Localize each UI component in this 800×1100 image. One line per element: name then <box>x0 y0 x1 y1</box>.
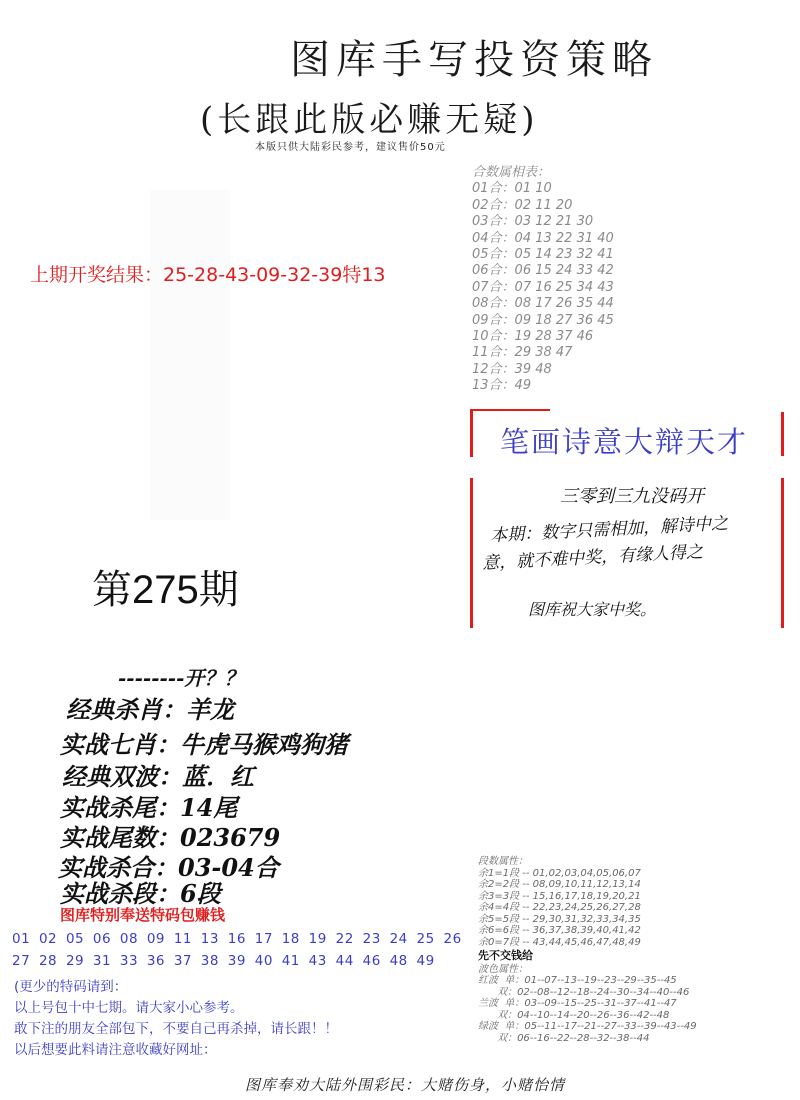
poem-border-left-lower <box>470 478 473 628</box>
poem-line-3: 意，就不难中奖，有缘人得之 <box>481 542 704 574</box>
poem-border-top <box>470 409 550 411</box>
poem-border-right-upper <box>781 412 784 456</box>
prediction-label: 实战七肖： <box>60 730 180 759</box>
segment-row: 余5=5段 -- 29,30,31,32,33,34,35 <box>478 913 641 925</box>
prediction-label: 实战杀段： <box>60 879 180 908</box>
prediction-value: 牛虎马猴鸡狗猪 <box>180 730 348 759</box>
sum-table-row: 05合：05 14 23 32 41 <box>472 247 614 263</box>
prediction-label: 经典双波： <box>62 762 182 791</box>
gift-note-1: (更少的特码请到： <box>14 979 128 995</box>
segment-row: 余2=2段 -- 08,09,10,11,12,13,14 <box>478 879 641 890</box>
sum-table-row: 13合：49 <box>472 378 532 394</box>
prediction-value: 6段 <box>180 879 221 908</box>
sum-table-row: 09合：09 18 27 36 45 <box>472 312 614 328</box>
prediction-value: 羊龙 <box>186 695 234 724</box>
gift-title: 图库特别奉送特码包赚钱 <box>60 906 226 924</box>
prediction-label: 实战杀尾： <box>60 793 180 822</box>
segment-row: 余1=1段 -- 01,02,03,04,05,06,07 <box>478 867 641 879</box>
sum-table-row: 08合：08 17 26 35 44 <box>472 296 614 312</box>
poem-title: 笔画诗意大辩天才 <box>500 425 749 459</box>
sum-table-row: 01合：01 10 <box>472 181 552 197</box>
poem-border-left-upper <box>470 409 473 457</box>
sum-table-row: 10合：19 28 37 46 <box>472 329 594 345</box>
wave-row: 绿波 单：05--11--17--21--27--33--39--43--49 <box>478 1021 697 1032</box>
poem-border-right-lower <box>781 478 784 628</box>
prediction-row <box>62 757 254 792</box>
wave-row: 双：02--08--12--18--24--30--34--40--46 <box>478 986 690 998</box>
poem-line-1: 三零到三九没码开 <box>560 486 704 507</box>
sum-table-row: 12合：39 48 <box>472 361 552 377</box>
wave-heading: 波色属性： <box>478 963 528 975</box>
prediction-value: 14尾 <box>180 793 238 822</box>
sum-table-row: 04合：04 13 22 31 40 <box>472 230 614 246</box>
prediction-label: 实战杀合： <box>58 853 178 882</box>
gift-numbers-line-1: 01 02 05 06 08 09 11 13 16 17 18 19 22 23 24 25 26 <box>12 931 462 947</box>
last-draw-result: 上期开奖结果：25-28-43-09-32-39特13 <box>30 264 386 286</box>
page-subtitle: (长跟此版必赚无疑) <box>200 100 539 140</box>
sum-table-row: 11合：29 38 47 <box>472 345 573 361</box>
period-number: 第275期 <box>92 568 239 612</box>
prediction-label: 经典杀肖： <box>66 695 186 724</box>
wave-row: 双：04--10--14--20--26--36--42--48 <box>478 1009 670 1021</box>
sum-table-row: 06合：06 15 24 33 42 <box>472 263 614 279</box>
price-note: 本版只供大陆彩民参考，建议售价50元 <box>255 142 446 153</box>
sum-table-row: 07合：07 16 25 34 43 <box>472 279 614 295</box>
wave-row: 双：06--16--22--28--32--38--44 <box>478 1032 650 1044</box>
prediction-row <box>66 690 234 725</box>
page-title: 图库手写投资策略 <box>290 37 658 83</box>
poem-line-2: 本期：数字只需相加，解诗中之 <box>489 513 729 547</box>
sum-table-row: 02合：02 11 20 <box>472 197 573 213</box>
segment-row: 余0=7段 -- 43,44,45,46,47,48,49 <box>478 936 641 948</box>
prediction-label: 实战尾数： <box>60 823 180 852</box>
prediction-row <box>60 725 348 760</box>
gift-note-4: 以后想要此料请注意收藏好网址： <box>14 1042 217 1058</box>
footer-advice: 图库奉劝大陆外围彩民：大赌伤身，小赌怡情 <box>245 1076 566 1094</box>
attr-heading: 段数属性： <box>478 856 528 867</box>
prediction-value: 蓝．红 <box>182 762 254 791</box>
prediction-value: 03-04合 <box>178 853 279 882</box>
gift-note-2: 以上号包十中七期。请大家小心参考。 <box>14 1000 244 1016</box>
gift-numbers-line-2: 27 28 29 31 33 36 37 38 39 40 41 43 44 46 48 49 <box>12 953 435 969</box>
sum-attribute-table <box>472 165 614 395</box>
gift-note-3: 敢下注的朋友全部包下，不要自己再杀掉，请长跟！！ <box>14 1021 338 1037</box>
attr-bold-line: 先不交钱给 <box>478 949 533 962</box>
segment-attribute-table <box>478 856 697 1044</box>
background-smudge <box>150 190 230 520</box>
sum-table-row: 03合：03 12 21 30 <box>472 214 594 230</box>
prediction-open: --------开？？ <box>118 666 245 690</box>
wave-row: 兰波 单：03--09--15--25--31--37--41--47 <box>478 998 677 1009</box>
segment-row: 余3=3段 -- 15,16,17,18,19,20,21 <box>478 890 641 902</box>
wave-row: 红波 单：01--07--13--19--23--29--35--45 <box>478 975 677 986</box>
prediction-value: 023679 <box>180 823 281 852</box>
segment-row: 余4=4段 -- 22,23,24,25,26,27,28 <box>478 902 641 913</box>
sum-table-heading: 合数属相表： <box>472 165 551 180</box>
poem-line-4: 图库祝大家中奖。 <box>528 600 657 619</box>
segment-row: 余6=6段 -- 36,37,38,39,40,41,42 <box>478 925 641 936</box>
